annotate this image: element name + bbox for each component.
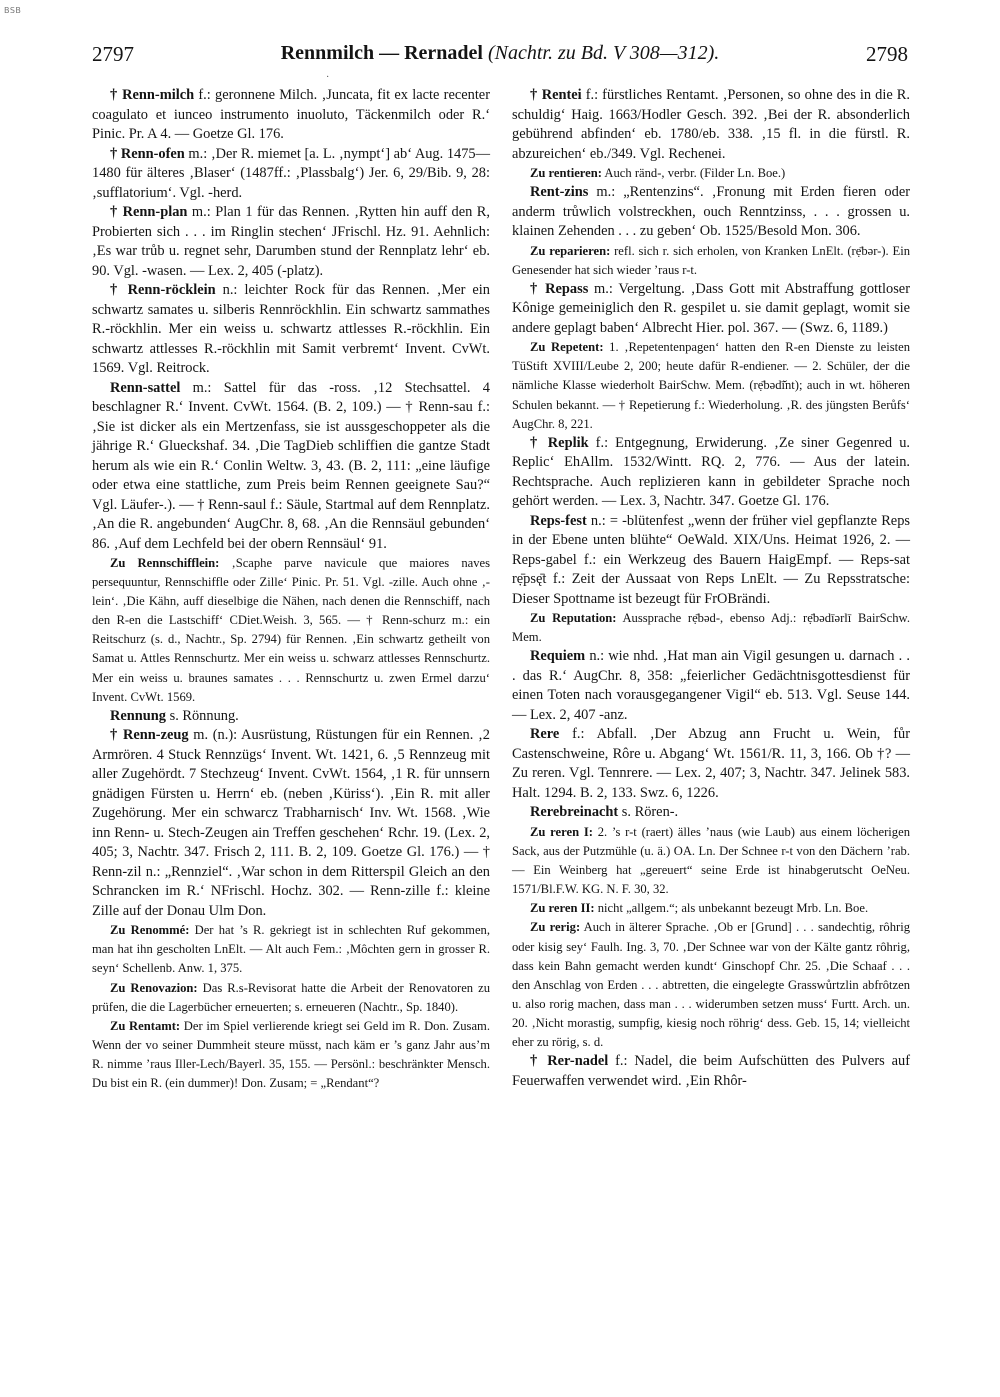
dictionary-entry (92, 979, 490, 1017)
dictionary-entry (512, 512, 910, 610)
library-stamp: BSB (4, 6, 22, 15)
entry-lemma: † Renn-zeug (110, 727, 189, 744)
entry-lemma: † Replik (530, 434, 589, 451)
title-note: (Nachtr. zu Bd. V 308—312). (487, 42, 720, 64)
entry-text: s. Rönnung. (166, 707, 239, 724)
entry-text: 2. ’s r-t (raert) älles ’naus (wie Laub) aus einem löcherigen Sack, aus der Putzmühle (u. ä.) OA. Ln. Der Schnee r-t von den Dächern ’rab. — Ein Weinberg hat „gereuert“ seine Erde ist hinabgerutscht OeNeu. 1571/Bl.F.W. KG. N. F. 30, 32. (512, 824, 910, 897)
dictionary-entry (512, 86, 910, 164)
dictionary-entry (512, 434, 910, 512)
right-column (512, 86, 910, 1091)
entry-text: s. Rören-. (618, 804, 679, 821)
entry-lemma: Rerebreinacht (530, 804, 619, 821)
entry-lemma: Requiem (530, 648, 586, 665)
entry-text: Auch ränd-, verbr. (Filder Ln. Boe.) (601, 166, 786, 180)
entry-lemma: Zu rerig: (530, 920, 581, 935)
dictionary-entry (92, 145, 490, 204)
entry-text: Der hat ’s R. gekriegt ist in schlechten Ruf gekommen, man hat ihn gescholten LnElt. — Alt auch Fem.: ‚Môchten gern in grosser R. seyn‘ Schellenb. Anw. 1, 375. (92, 923, 490, 976)
dictionary-entry (92, 86, 490, 145)
entry-lemma: Zu Rennschifflein: (110, 556, 220, 570)
entry-text: n.: = -blütenfest „wenn der früher viel gepflanzte Reps in der Ebene unten blühte“ OeWald. XIX/Uns. Heimat 1926, 2. — Reps-gabel f.: ein Werkzeug des Bauern HaigEmpf. — Reps-sat rẹ̄psę̄t f.: Zeit der Aussaat von Reps LnElt. — Zu Repsstratsche: Dieser Spottname ist bezeugt für FrOBrändi. (512, 512, 910, 607)
dictionary-entry (512, 164, 910, 183)
entry-text: m.: Vergeltung. ‚Dass Gott mit Abstraffung gottloser Kônige gemeiniglich den R. gespilet u. sie damit geplagt, womit sie andere geplagt baben‘ Albrecht Hier. pol. 367. — (Swz. 6, 1189.) (512, 280, 910, 336)
entry-text: f.: Nadel, die beim Aufschütten des Pulvers auf Feuerwaffen verwendet wird. ‚Ein Rhôr- (512, 1053, 910, 1089)
entry-text: m.: Sattel für das -ross. ‚12 Stechsattel. 4 beschlagner R.‘ Invent. CvWt. 1564. (B. 2, 109.) — † Renn-sau f.: ‚Sie ist dicker als ein Mertzenfass, sie ist aussgeschoppeter als die jährige R.‘ Glueckshaf. 34. ‚Die TagDieb schliffien die gantze Stadt herum als wie ein R.‘ Conlin Weltw. 3, 43. (B. 2, 111: „eine läufige oder etwa eine stattliche, zum Preis beim Rennen geeignete Sau?“ Vgl. Läufer-.). — † Renn-saul f.: Säule, Startmal auf dem Rennplatz. ‚An die R. angebunden‘ AugChr. 8, 68. ‚An die Rennsäul gebunden‘ 86. ‚Auf dem Lechfeld bei der obern Rennsäul‘ 91. (92, 379, 490, 552)
dictionary-entry (512, 242, 910, 280)
entry-text: Auch in älterer Sprache. ‚Ob er [Grund] . . . sandechtig, rôhrig oder kisig sey‘ Faulh. Ing. 3, 70. ‚Der Schnee war von der Kälte gantz rôhrig, dass kein Bahn gemacht werden kundt‘ Ginschopf Chr. 25. ‚Die Schaaf . . . den Anschlag von Erden . . . abtretten, die eingelegte Grasswůrtzlin abfrôtzen u. also rorig machen, dass man . . . widerumben setzen muss‘ Furtt. Arch. un. 20. ‚Nicht morastig, sumpfig, kiesig noch röhrig‘ dess. Geb. 15, 14; vielleicht eher zu rörig, s. d. (512, 920, 910, 1049)
dictionary-entry (92, 554, 490, 707)
dictionary-entry (512, 338, 910, 433)
entry-lemma: Rennung (110, 707, 166, 724)
entry-lemma: Rent-zins (530, 184, 589, 201)
entry-text: ‚Scaphe parve navicule que maiores naves persequuntur, Rennschiffle oder Zille‘ Pinic. Pr. 51. Vgl. -zille. Auch ohne ‚-lein‘. ‚Die Kähn, auff dieselbige die Nähen, nach denen die Rennschiff, nach den R-en die Lastschiff‘ CDiet.Weish. 3, 565. — † Renn-schurz m.: ein Reitschurz (s. d., Nachtr., Sp. 2794) für Rennen. ‚Ein schwartz getheilt von Samat u. Attles Rennschurtz. Mer ein weiss u. schwarz attlesses Rennschurtz. Mer ein weiss u. braunes samates . . . Rennschurtz u. zwen Ermel darzu‘ Invent. CvWt. 1569. (92, 556, 490, 704)
dictionary-entry (512, 647, 910, 725)
entry-text: f.: Abfall. ‚Der Abzug ann Frucht u. Wein, fůr Castenschweine, Rôre u. Abgang‘ Wt. 1561/R. 11, 3, 166. Ob †? — Zu reren. Vgl. Tennrere. — Lex. 2, 407; 3, Nachtr. 347. Jelinek 583. Halt. 1294. B. 2, 133. Swz. 6, 1226. (512, 726, 910, 801)
entry-lemma: † Renn-milch (110, 87, 195, 103)
dictionary-entry (512, 823, 910, 899)
entry-lemma: † Rer-nadel (530, 1053, 609, 1070)
entry-text: m.: „Rentenzins“. ‚Fronung mit Erden fieren oder anderm trůwlich volstreckhen, ouch Renntzinss, . . . grossen u. klainen Zehenden . . . zu geben‘ Ob. 1525/Besold Mon. 306. (512, 184, 910, 240)
entry-lemma: † Repass (530, 280, 589, 297)
entry-lemma: Zu reren I: (530, 824, 593, 839)
entry-lemma: Zu Rentamt: (110, 1018, 181, 1033)
print-speck: · (326, 72, 330, 83)
left-column (92, 86, 490, 1093)
dictionary-entry (92, 921, 490, 978)
entry-text: n.: wie nhd. ‚Hat man ain Vigil gesungen u. darnach . . . das R.‘ AugChr. 8, 358: „feierlicher Gedächtnisgottesdienst für einen Toten nach vorausgegangener Vigil“ eb. 513. Vgl. Seuse 144. — Lex. 2, 407 -anz. (512, 648, 910, 723)
entry-lemma: Zu rentieren: (530, 166, 602, 180)
entry-text: f.: fürstliches Rentamt. ‚Personen, so ohne des in die R. schuldig‘ Haig. 1663/Hodler Gesch. 392. ‚Bei der R. absonderlich gebührend abfinden‘ eb. 1780/eb. 338. ‚15 fl. in die fürstl. R. abzureichen‘ eb./349. Vgl. Rechenei. (512, 87, 910, 162)
entry-lemma: Renn-sattel (110, 379, 181, 396)
entry-lemma: Rere (530, 726, 560, 743)
running-title (0, 42, 1000, 65)
page-header (0, 42, 1000, 72)
page-number-left: 2797 (92, 42, 134, 66)
dictionary-entry (92, 707, 490, 727)
entry-lemma: Zu Reputation: (530, 611, 617, 626)
title-lemmas: Rennmilch — Rernadel (280, 42, 483, 64)
entry-lemma: † Renn-plan (110, 204, 188, 220)
entry-lemma: Zu reren II: (530, 901, 595, 916)
entry-text: Das R.s-Revisorat hatte die Arbeit der Renovatoren zu prüfen, die die Lagerbücher erneuerten; s. erneueren (Nachtr., Sp. 1840). (92, 980, 490, 1014)
entry-text: refl. sich r. sich erholen, von Kranken LnElt. (rẹ̄bǝr-). Ein Genesender hat sich wieder ’raus r-t. (512, 243, 910, 277)
entry-lemma: Zu Renommé: (110, 923, 190, 938)
dictionary-entry (92, 379, 490, 555)
dictionary-entry (92, 281, 490, 379)
entry-lemma: Zu reparieren: (530, 243, 611, 258)
entry-text: nicht „allgem.“; als unbekannt bezeugt Mrb. Ln. Boe. (594, 901, 869, 916)
entry-lemma: Zu Renovazion: (110, 980, 198, 995)
dictionary-entry (512, 609, 910, 647)
dictionary-entry (512, 280, 910, 339)
entry-text: f.: Entgegnung, Erwiderung. ‚Ze siner Gegenred u. Replic‘ EhAllm. 1532/Wintt. RQ. 2, 776. — Aus der latein. Rechtsprache. Auch replizieren kann in gebildeter Sprache noch gehört werden. — Lex. 3, Nachtr. 347. Goetze Gl. 176. (512, 434, 910, 510)
dictionary-entry (92, 203, 490, 281)
entry-lemma: Zu Repetent: (530, 340, 604, 355)
entry-text: 1. ‚Repetentenpagen‘ hatten den R-en Dienste zu leisten TüStift XVIII/Leube 2, 200; heute dafür R-endiener. — 2. Schüler, der die nämliche Klasse wiederholt BairSchw. Mem. (rẹ̄bǝdī̆nt); auch in wt. höheren Schulen bekannt. — † Repetierung f.: Wiederholung. ‚R. des jüngsten Berůfs‘ AugChr. 8, 221. (512, 340, 910, 431)
dictionary-entry (512, 183, 910, 242)
entry-text: n.: leichter Rock für das Rennen. ‚Mer ein schwartz samates u. silberis Rennröckhlin. Ein schwartz sammathes R.-röckhlin. Mer ein weiss u. schwartz attlesses R.-röckhlin. Ein schwartz attlesses R.-röckhlin mit Samit verbremt‘ Invent. CvWt. 1569. Vgl. Reitrock. (92, 282, 490, 376)
entry-text: m.: ‚Der R. miemet [a. L. ‚nympt‘] ab‘ Aug. 1475—1480 für älteres ‚Blaser‘ (1487ff.: ‚Plassbalg‘) Jer. 6, 29/Bib. 9, 28: ‚sufflatorium‘. Vgl. -herd. (92, 145, 491, 201)
entry-text: Aussprache rẹ̄bǝd-, ebenso Adj.: rẹ̄bǝdīǝrlī BairSchw. Mem. (512, 611, 910, 645)
dictionary-entry (92, 1017, 490, 1093)
dictionary-entry (512, 803, 910, 823)
dictionary-entry (512, 918, 910, 1052)
entry-text: f.: geronnene Milch. ‚Juncata, fit ex lacte recenter coagulato et iunceo instrumento inuoluto, Täckenmilch oder R.‘ Pinic. Pr. A 4. — Goetze Gl. 176. (92, 87, 490, 142)
page-number-right: 2798 (866, 42, 908, 66)
entry-lemma: Reps-fest (530, 512, 587, 529)
entry-text: m. (n.): Ausrüstung, Rüstungen für ein Rennen. ‚2 Armrören. 4 Stuck Rennzügs‘ Invent. Wt. 1421, 6. ‚5 Rennzeug mit aller Zugehördt. 7 Stechzeug‘ Invent. CvWt. 1564, ‚1 R. für unnsern gnädigen Fürsten u. Herrn‘ eb. (neben ‚Küriss‘). ‚Ein R. mit aller Zugehörung. Mer ein schwarcz Trabharnisch‘ Inv. Wt. 1568. ‚Wie inn Renn- u. Stech-Zeugen ain Treffen geschehen‘ Rchr. 19. (Lex. 2, 405; 3, Nachtr. 347. Frisch 2, 111. B. 2, 109. Goetze Gl. 176.) — † Renn-zil n.: „Rennziel“. ‚War schon in dem Ritterspil Gleich an den Schrancken im R.‘ NFrischl. Hochz. 302. — Renn-zille f.: kleine Zille auf der Donau Ulm Don. (92, 727, 490, 919)
entry-lemma: † Renn-ofen (110, 145, 185, 162)
dictionary-entry (512, 899, 910, 918)
dictionary-entry (512, 725, 910, 803)
entry-text: m.: Plan 1 für das Rennen. ‚Rytten hin auff den R, Probierten sich . . . im Ringlin stechen‘ JFrischl. Hz. 91. Aehnlich: ‚Es war trůb u. regnet sehr, Darumben stund der Rennplatz lehr‘ eb. 90. Vgl. -wasen. — Lex. 2, 405 (-platz). (92, 204, 490, 279)
dictionary-entry (512, 1052, 910, 1091)
entry-lemma: † Renn-röcklein (110, 282, 216, 298)
entry-lemma: † Rentei (530, 87, 582, 103)
entry-text: Der im Spiel verlierende kriegt sei Geld im R. Don. Zusam. Wenn der vo seiner Dummheit steure müsst, nach käm er ’s ganz Jahr aus’m R. nimme ’raus Iller-Lech/Bayerl. 35, 155. — Persönl.: beschränkter Mensch. Du bist ein R. (ein dummer)! Don. Zusam; = „Rendant“? (92, 1018, 490, 1090)
dictionary-entry (92, 726, 490, 921)
